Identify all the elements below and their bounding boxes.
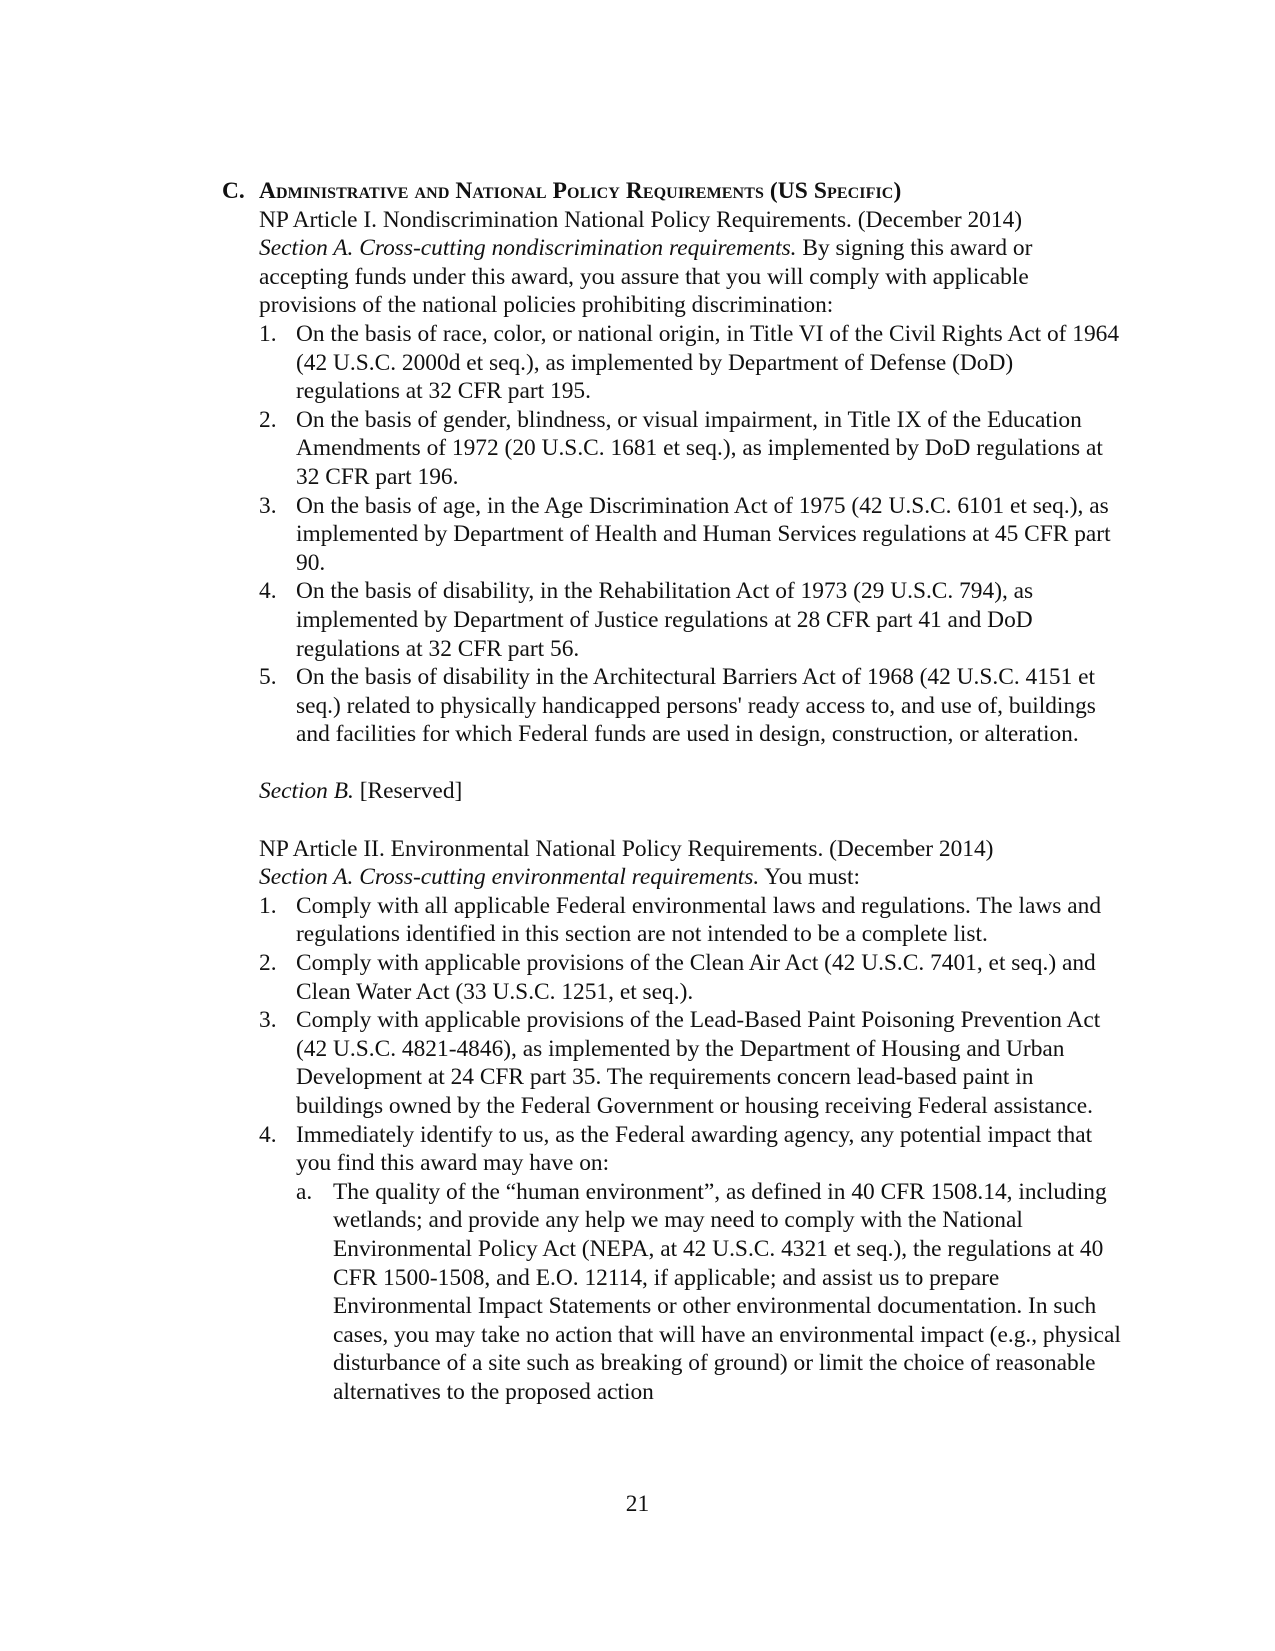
list-item [259, 320, 1122, 406]
list-marker: 1. [259, 892, 277, 919]
article-2-section-a-text: You must: [759, 864, 860, 891]
section-heading [222, 177, 1122, 206]
spacer [259, 749, 1122, 778]
list-item [259, 1121, 1122, 1407]
list-item [259, 1006, 1122, 1120]
list-marker: 2. [259, 406, 277, 433]
sublist-item-text: The quality of the “human environment”, as defined in 40 CFR 1508.14, including wetlands; and provide any help we may need to comply with the National Environmental Policy Act (NEPA, at 42 U.S.C. 4321 et seq.), the regulations at 40 CFR 1500-1508, and E.O. 12114, if applicable; and assist us to prepare Environmental Impact Statements or other environmental documentation. In such cases, you may take no action that will have an environmental impact (e.g., physical disturbance of a site such as breaking of ground) or limit the choice of reasonable alternatives to the proposed action [333, 1178, 1121, 1405]
page-number: 21 [625, 1491, 650, 1517]
article-1-section-a-text: By signing this award or accepting funds under this award, you assure that you will comply with applicable provisions of the national policies prohibiting discrimination: [259, 235, 1033, 319]
list-item-text: On the basis of age, in the Age Discrimination Act of 1975 (42 U.S.C. 6101 et seq.), as implemented by Department of Health and Human Services regulations at 45 CFR part 90. [296, 492, 1111, 576]
section-letter: C. [222, 178, 245, 204]
list-marker: 1. [259, 320, 277, 347]
list-marker: 4. [259, 1121, 277, 1148]
article-2-sublist [296, 1178, 1122, 1407]
list-item [259, 663, 1122, 749]
list-item-text: Comply with all applicable Federal environmental laws and regulations. The laws and regulations identified in this section are not intended to be a complete list. [296, 892, 1102, 948]
list-item [259, 577, 1122, 663]
list-item-text: Comply with applicable provisions of the Clean Air Act (42 U.S.C. 7401, et seq.) and Clean Water Act (33 U.S.C. 1251, et seq.). [296, 950, 1096, 1005]
article-1-section-b [259, 777, 1122, 806]
page-content [222, 177, 1122, 1407]
sublist-marker: a. [296, 1178, 313, 1205]
list-item-text: On the basis of race, color, or national origin, in Title VI of the Civil Rights Act of 1964 (42 U.S.C. 2000d et seq.), as implemented by Department of Defense (DoD) regulations at 32 CFR part 195. [296, 320, 1120, 405]
list-item [259, 949, 1122, 1006]
list-item-text: Comply with applicable provisions of the Lead-Based Paint Poisoning Prevention Act (42 U.S.C. 4821-4846), as implemented by the Department of Housing and Urban Development at 24 CFR part 35. The requirements concern lead-based paint in buildings owned by the Federal Government or housing receiving Federal assistance. [296, 1007, 1101, 1119]
article-2 [259, 835, 1122, 1407]
article-1-section-b-label: Section B. [259, 778, 354, 805]
article-1-section-b-text: [Reserved] [353, 778, 463, 805]
article-1-title: NP Article I. Nondiscrimination National Policy Requirements. (December 2014) [259, 206, 1023, 233]
article-1-section-a-label: Section A. Cross-cutting nondiscrimination requirements. [259, 235, 797, 262]
list-marker: 3. [259, 492, 277, 519]
list-marker: 5. [259, 664, 277, 691]
spacer [259, 806, 1122, 835]
list-item-text: On the basis of disability in the Architectural Barriers Act of 1968 (42 U.S.C. 4151 et seq.) related to physically handicapped persons' ready access to, and use of, buildings and facilities for which Federal funds are used in design, construction, or alteration. [296, 664, 1096, 748]
article-2-section-a [259, 863, 1122, 892]
list-item-text: On the basis of gender, blindness, or visual impairment, in Title IX of the Education Amendments of 1972 (20 U.S.C. 1681 et seq.), as implemented by DoD regulations at 32 CFR part 196. [296, 406, 1103, 490]
list-item-text: Immediately identify to us, as the Federal awarding agency, any potential impact that you find this award may have on: [296, 1121, 1093, 1177]
list-item [259, 892, 1122, 949]
article-2-section-a-label: Section A. Cross-cutting environmental requirements. [259, 864, 760, 891]
article-1 [259, 206, 1122, 835]
list-item [259, 492, 1122, 578]
section-title: Administrative and National Policy Requirements (US Specific) [259, 178, 902, 204]
list-marker: 4. [259, 578, 277, 605]
article-1-list [259, 320, 1122, 749]
article-2-list [259, 892, 1122, 1407]
list-marker: 3. [259, 1007, 277, 1034]
list-item [259, 406, 1122, 492]
list-marker: 2. [259, 950, 277, 977]
article-1-section-a [259, 234, 1122, 320]
article-2-title: NP Article II. Environmental National Policy Requirements. (December 2014) [259, 835, 994, 862]
sublist-item [296, 1178, 1122, 1407]
list-item-text: On the basis of disability, in the Rehabilitation Act of 1973 (29 U.S.C. 794), as implemented by Department of Justice regulations at 28 CFR part 41 and DoD regulations at 32 CFR part 56. [296, 578, 1034, 662]
